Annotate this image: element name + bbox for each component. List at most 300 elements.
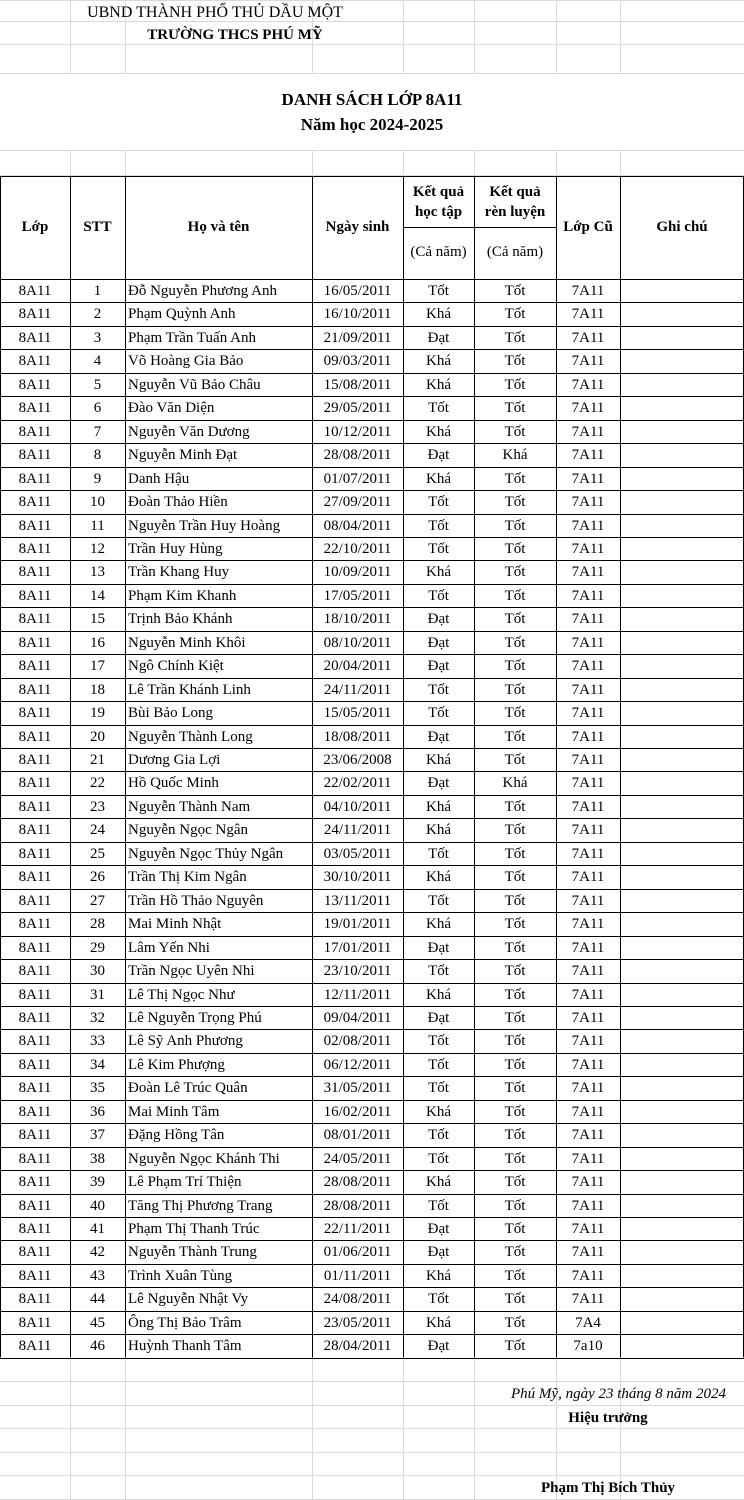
- cell-ren-luyen: Tốt: [504, 986, 526, 1003]
- cell-dob: 31/05/2011: [323, 1080, 392, 1097]
- cell-stt: 35: [90, 1080, 105, 1097]
- cell-dob: 28/08/2011: [323, 447, 392, 464]
- cell-name: Dương Gia Lợi: [128, 752, 221, 768]
- cell-lop: 8A11: [18, 845, 52, 862]
- cell-name: Đào Văn Diện: [128, 400, 215, 417]
- cell-lop-cu: 7A11: [571, 1009, 605, 1026]
- col-header-kq-hoc-tap-line1: Kết quả: [412, 184, 465, 200]
- cell-ren-luyen: Tốt: [504, 1291, 526, 1308]
- cell-hoc-tap: Tốt: [428, 845, 449, 862]
- cell-ren-luyen: Tốt: [504, 798, 526, 815]
- cell-stt: 32: [90, 1009, 105, 1026]
- cell-stt: 12: [90, 540, 105, 557]
- cell-stt: 27: [90, 892, 105, 909]
- cell-hoc-tap: Khá: [426, 1314, 451, 1331]
- cell-dob: 01/07/2011: [323, 470, 392, 487]
- cell-name: Nguyễn Ngọc Thủy Ngân: [128, 845, 284, 862]
- cell-hoc-tap: Đạt: [427, 611, 450, 628]
- cell-lop-cu: 7A11: [571, 517, 605, 534]
- cell-stt: 30: [90, 963, 105, 980]
- cell-lop-cu: 7A11: [571, 400, 605, 417]
- cell-name: Nguyễn Vũ Bảo Châu: [128, 376, 261, 393]
- cell-ren-luyen: Tốt: [504, 869, 526, 886]
- cell-lop-cu: 7A11: [571, 798, 605, 815]
- cell-lop-cu: 7A11: [571, 540, 605, 557]
- cell-name: Lâm Yến Nhi: [128, 939, 210, 956]
- cell-ren-luyen: Tốt: [504, 400, 526, 417]
- cell-dob: 28/08/2011: [323, 1197, 392, 1214]
- cell-lop: 8A11: [18, 1127, 52, 1144]
- col-header-dob: Ngày sinh: [325, 219, 390, 235]
- cell-lop-cu: 7A11: [571, 916, 605, 933]
- cell-dob: 13/11/2011: [323, 892, 392, 909]
- cell-ren-luyen: Tốt: [504, 1103, 526, 1120]
- cell-lop-cu: 7A11: [571, 1291, 605, 1308]
- cell-hoc-tap: Khá: [426, 1103, 451, 1120]
- cell-dob: 16/05/2011: [323, 283, 392, 299]
- cell-name: Mai Minh Tâm: [128, 1103, 220, 1120]
- cell-stt: 26: [90, 869, 105, 886]
- cell-ren-luyen: Tốt: [504, 470, 526, 487]
- cell-dob: 09/04/2011: [323, 1009, 392, 1026]
- cell-lop-cu: 7A11: [571, 1221, 605, 1237]
- cell-dob: 06/12/2011: [323, 1056, 392, 1073]
- cell-ren-luyen: Tốt: [504, 963, 526, 980]
- cell-lop-cu: 7A11: [571, 752, 605, 768]
- cell-name: Nguyễn Ngọc Khánh Thi: [128, 1150, 280, 1167]
- cell-hoc-tap: Tốt: [428, 963, 449, 980]
- cell-lop: 8A11: [18, 1150, 52, 1167]
- cell-dob: 02/08/2011: [323, 1033, 392, 1050]
- cell-lop: 8A11: [18, 986, 52, 1003]
- cell-dob: 24/11/2011: [323, 822, 392, 839]
- cell-ren-luyen: Tốt: [504, 1009, 526, 1026]
- cell-name: Lê Nguyễn Nhật Vy: [128, 1291, 249, 1308]
- cell-name: Nguyễn Thành Long: [128, 728, 253, 745]
- cell-name: Mai Minh Nhật: [128, 916, 222, 933]
- col-header-ghi-chu: Ghi chú: [656, 219, 708, 235]
- org-line-2: TRƯỜNG THCS PHÚ MỸ: [147, 27, 323, 43]
- cell-stt: 37: [90, 1127, 105, 1144]
- cell-name: Võ Hoàng Gia Bảo: [128, 353, 244, 370]
- cell-name: Lê Kim Phượng: [128, 1056, 225, 1073]
- cell-hoc-tap: Khá: [426, 470, 451, 487]
- cell-lop-cu: 7A11: [571, 1174, 605, 1191]
- cell-ren-luyen: Tốt: [504, 1056, 526, 1073]
- cell-hoc-tap: Đạt: [427, 447, 450, 464]
- cell-lop-cu: 7A11: [571, 705, 605, 722]
- col-header-name: Họ và tên: [187, 219, 250, 235]
- cell-ren-luyen: Tốt: [504, 1127, 526, 1144]
- cell-dob: 08/01/2011: [323, 1127, 392, 1144]
- cell-stt: 5: [93, 376, 102, 393]
- cell-lop-cu: 7A11: [571, 494, 605, 511]
- cell-lop-cu: 7A11: [571, 1127, 605, 1144]
- cell-stt: 21: [90, 752, 105, 768]
- cell-lop-cu: 7A11: [571, 822, 605, 839]
- cell-name: Hồ Quốc Minh: [128, 775, 219, 792]
- cell-name: Trịnh Bảo Khánh: [128, 611, 233, 628]
- cell-name: Phạm Thị Thanh Trúc: [128, 1221, 260, 1237]
- cell-ren-luyen: Tốt: [504, 705, 526, 722]
- cell-hoc-tap: Đạt: [427, 1338, 450, 1355]
- cell-lop-cu: 7a10: [573, 1338, 603, 1355]
- cell-dob: 15/08/2011: [323, 376, 392, 393]
- cell-hoc-tap: Khá: [426, 752, 451, 768]
- cell-dob: 04/10/2011: [323, 798, 392, 815]
- cell-dob: 01/11/2011: [323, 1267, 392, 1284]
- cell-lop: 8A11: [18, 869, 52, 886]
- cell-hoc-tap: Tốt: [428, 892, 449, 909]
- cell-lop: 8A11: [18, 400, 52, 417]
- cell-name: Nguyễn Thành Trung: [128, 1244, 257, 1261]
- cell-lop: 8A11: [18, 728, 52, 745]
- cell-hoc-tap: Tốt: [428, 1150, 449, 1167]
- cell-hoc-tap: Khá: [426, 1174, 451, 1191]
- cell-hoc-tap: Tốt: [428, 517, 449, 534]
- cell-dob: 08/10/2011: [323, 634, 392, 651]
- cell-lop: 8A11: [18, 1338, 52, 1355]
- cell-ren-luyen: Tốt: [504, 634, 526, 651]
- cell-lop: 8A11: [18, 892, 52, 909]
- cell-hoc-tap: Tốt: [428, 1197, 449, 1214]
- cell-lop: 8A11: [18, 634, 52, 651]
- cell-hoc-tap: Đạt: [427, 634, 450, 651]
- col-header-stt: STT: [83, 219, 112, 235]
- cell-ren-luyen: Tốt: [504, 540, 526, 557]
- cell-ren-luyen: Tốt: [504, 916, 526, 933]
- cell-dob: 24/05/2011: [323, 1150, 392, 1167]
- cell-ren-luyen: Tốt: [504, 822, 526, 839]
- cell-hoc-tap: Đạt: [427, 939, 450, 956]
- cell-name: Ông Thị Bảo Trâm: [128, 1314, 242, 1331]
- cell-name: Trần Hồ Thảo Nguyên: [128, 892, 264, 909]
- cell-dob: 24/08/2011: [323, 1291, 392, 1308]
- col-header-kq-hoc-tap-line2: học tập: [414, 204, 463, 220]
- cell-stt: 18: [90, 681, 105, 698]
- cell-ren-luyen: Tốt: [504, 611, 526, 628]
- cell-hoc-tap: Tốt: [428, 540, 449, 557]
- cell-lop: 8A11: [18, 540, 52, 557]
- cell-stt: 23: [90, 798, 105, 815]
- col-header-kq-ren-luyen-line1: Kết quả: [489, 184, 541, 200]
- cell-lop-cu: 7A4: [575, 1314, 601, 1331]
- cell-ren-luyen: Tốt: [504, 494, 526, 511]
- col-header-ca-nam-ren-luyen: (Cả năm): [486, 244, 544, 260]
- cell-lop: 8A11: [18, 587, 52, 604]
- cell-lop-cu: 7A11: [571, 447, 605, 464]
- cell-dob: 01/06/2011: [323, 1244, 392, 1261]
- cell-name: Trần Khang Huy: [128, 564, 230, 581]
- cell-lop-cu: 7A11: [571, 283, 605, 299]
- cell-lop-cu: 7A11: [571, 423, 605, 440]
- cell-dob: 21/09/2011: [323, 329, 392, 346]
- cell-stt: 36: [90, 1103, 105, 1120]
- cell-dob: 09/03/2011: [323, 353, 392, 370]
- cell-lop: 8A11: [18, 939, 52, 956]
- cell-stt: 3: [93, 329, 102, 346]
- cell-name: Trần Thị Kim Ngân: [128, 869, 247, 886]
- page-title: DANH SÁCH LỚP 8A11: [281, 90, 463, 109]
- cell-ren-luyen: Tốt: [504, 329, 526, 346]
- cell-ren-luyen: Tốt: [504, 517, 526, 534]
- cell-hoc-tap: Khá: [426, 353, 451, 370]
- cell-ren-luyen: Tốt: [504, 1221, 526, 1237]
- cell-name: Đoàn Lê Trúc Quân: [128, 1080, 248, 1097]
- cell-dob: 03/05/2011: [323, 845, 392, 862]
- cell-ren-luyen: Tốt: [504, 728, 526, 745]
- cell-name: Nguyễn Ngọc Ngân: [128, 822, 248, 839]
- cell-stt: 33: [90, 1033, 105, 1050]
- cell-lop-cu: 7A11: [571, 892, 605, 909]
- cell-lop: 8A11: [18, 1314, 52, 1331]
- cell-lop: 8A11: [18, 376, 52, 393]
- cell-lop: 8A11: [18, 329, 52, 346]
- principal-title: Hiệu trưởng: [568, 1410, 648, 1426]
- cell-dob: 28/08/2011: [323, 1174, 392, 1191]
- cell-stt: 7: [93, 423, 102, 440]
- cell-lop: 8A11: [18, 306, 52, 323]
- cell-lop: 8A11: [18, 916, 52, 933]
- cell-dob: 15/05/2011: [323, 705, 392, 722]
- principal-signature-name: Phạm Thị Bích Thủy: [540, 1480, 676, 1496]
- cell-hoc-tap: Tốt: [428, 283, 449, 299]
- cell-lop-cu: 7A11: [571, 353, 605, 370]
- cell-hoc-tap: Tốt: [428, 587, 449, 604]
- cell-lop: 8A11: [18, 1197, 52, 1214]
- cell-ren-luyen: Tốt: [504, 1267, 526, 1284]
- cell-lop-cu: 7A11: [571, 1033, 605, 1050]
- cell-dob: 10/09/2011: [323, 564, 392, 581]
- cell-lop: 8A11: [18, 423, 52, 440]
- cell-dob: 24/11/2011: [323, 681, 392, 698]
- cell-lop-cu: 7A11: [571, 845, 605, 862]
- cell-stt: 42: [90, 1244, 105, 1261]
- cell-name: Phạm Trần Tuấn Anh: [128, 329, 256, 346]
- cell-lop: 8A11: [18, 494, 52, 511]
- cell-ren-luyen: Tốt: [504, 681, 526, 698]
- cell-lop: 8A11: [18, 517, 52, 534]
- cell-lop: 8A11: [18, 1244, 52, 1261]
- cell-hoc-tap: Tốt: [428, 1056, 449, 1073]
- cell-name: Nguyễn Thành Nam: [128, 798, 251, 815]
- cell-ren-luyen: Tốt: [504, 892, 526, 909]
- cell-hoc-tap: Khá: [426, 564, 451, 581]
- cell-hoc-tap: Đạt: [427, 1244, 450, 1261]
- cell-stt: 2: [93, 306, 102, 323]
- cell-lop-cu: 7A11: [571, 376, 605, 393]
- cell-lop-cu: 7A11: [571, 963, 605, 980]
- cell-lop: 8A11: [18, 1267, 52, 1284]
- cell-ren-luyen: Tốt: [504, 1314, 526, 1331]
- cell-ren-luyen: Tốt: [504, 1338, 526, 1355]
- cell-stt: 41: [90, 1221, 105, 1237]
- cell-stt: 46: [90, 1338, 105, 1355]
- cell-dob: 23/05/2011: [323, 1314, 392, 1331]
- cell-ren-luyen: Tốt: [504, 1033, 526, 1050]
- cell-dob: 18/10/2011: [323, 611, 392, 628]
- cell-lop: 8A11: [18, 1221, 52, 1237]
- cell-ren-luyen: Tốt: [504, 283, 526, 299]
- cell-name: Phạm Kim Khanh: [128, 587, 237, 604]
- cell-hoc-tap: Khá: [426, 822, 451, 839]
- cell-dob: 16/02/2011: [323, 1103, 392, 1120]
- cell-dob: 12/11/2011: [323, 986, 392, 1003]
- cell-lop-cu: 7A11: [571, 1267, 605, 1284]
- cell-lop: 8A11: [18, 775, 52, 792]
- cell-name: Phạm Quỳnh Anh: [128, 306, 236, 323]
- cell-stt: 15: [90, 611, 105, 628]
- cell-lop: 8A11: [18, 963, 52, 980]
- cell-name: Đặng Hồng Tân: [128, 1127, 225, 1144]
- cell-lop-cu: 7A11: [571, 658, 605, 675]
- cell-ren-luyen: Tốt: [504, 353, 526, 370]
- cell-ren-luyen: Tốt: [504, 1174, 526, 1191]
- cell-hoc-tap: Tốt: [428, 494, 449, 511]
- cell-lop-cu: 7A11: [571, 939, 605, 956]
- cell-stt: 6: [93, 400, 102, 417]
- cell-name: Lê Sỹ Anh Phương: [128, 1033, 243, 1050]
- school-year: Năm học 2024-2025: [300, 115, 444, 134]
- org-line-1: UBND THÀNH PHỐ THỦ DẦU MỘT: [87, 4, 343, 21]
- cell-lop: 8A11: [18, 798, 52, 815]
- cell-dob: 29/05/2011: [323, 400, 392, 417]
- cell-stt: 17: [90, 658, 105, 675]
- cell-lop: 8A11: [18, 822, 52, 839]
- cell-stt: 20: [90, 728, 105, 745]
- place-date: Phú Mỹ, ngày 23 tháng 8 năm 2024: [511, 1386, 726, 1402]
- cell-name: Trình Xuân Tùng: [128, 1267, 233, 1284]
- cell-stt: 34: [90, 1056, 105, 1073]
- cell-hoc-tap: Khá: [426, 306, 451, 323]
- cell-ren-luyen: Tốt: [504, 423, 526, 440]
- cell-ren-luyen: Tốt: [504, 306, 526, 323]
- cell-dob: 27/09/2011: [323, 494, 392, 511]
- cell-dob: 19/01/2011: [323, 916, 392, 933]
- cell-name: Lê Thị Ngọc Như: [128, 986, 235, 1003]
- cell-dob: 22/10/2011: [323, 540, 392, 557]
- cell-stt: 25: [90, 845, 105, 862]
- cell-lop-cu: 7A11: [571, 306, 605, 323]
- cell-lop: 8A11: [18, 564, 52, 581]
- cell-lop-cu: 7A11: [571, 470, 605, 487]
- col-header-lop-cu: Lớp Cũ: [563, 219, 613, 235]
- cell-name: Lê Nguyễn Trọng Phú: [128, 1009, 262, 1026]
- cell-dob: 20/04/2011: [323, 658, 392, 675]
- cell-lop: 8A11: [18, 470, 52, 487]
- cell-stt: 44: [90, 1291, 105, 1308]
- cell-hoc-tap: Khá: [426, 376, 451, 393]
- cell-name: Đỗ Nguyễn Phương Anh: [128, 283, 277, 299]
- cell-stt: 1: [93, 283, 102, 299]
- cell-ren-luyen: Tốt: [504, 587, 526, 604]
- cell-lop-cu: 7A11: [571, 564, 605, 581]
- cell-lop-cu: 7A11: [571, 329, 605, 346]
- cell-stt: 9: [93, 470, 102, 487]
- cell-stt: 39: [90, 1174, 105, 1191]
- cell-name: Huỳnh Thanh Tâm: [128, 1338, 242, 1355]
- cell-dob: 18/08/2011: [323, 728, 392, 745]
- cell-name: Lê Phạm Trí Thiện: [128, 1174, 242, 1191]
- cell-dob: 16/10/2011: [323, 306, 392, 323]
- cell-dob: 23/10/2011: [323, 963, 392, 980]
- cell-hoc-tap: Đạt: [427, 1221, 450, 1237]
- cell-lop-cu: 7A11: [571, 986, 605, 1003]
- cell-stt: 40: [90, 1197, 105, 1214]
- cell-ren-luyen: Tốt: [504, 939, 526, 956]
- cell-hoc-tap: Tốt: [428, 1033, 449, 1050]
- cell-dob: 30/10/2011: [323, 869, 392, 886]
- cell-ren-luyen: Tốt: [504, 1150, 526, 1167]
- cell-lop-cu: 7A11: [571, 1056, 605, 1073]
- cell-hoc-tap: Tốt: [428, 1291, 449, 1308]
- col-header-ca-nam-hoc-tap: (Cả năm): [410, 244, 467, 260]
- cell-lop: 8A11: [18, 283, 52, 299]
- cell-hoc-tap: Khá: [426, 423, 451, 440]
- cell-name: Lê Trần Khánh Linh: [128, 681, 251, 698]
- cell-stt: 14: [90, 587, 105, 604]
- cell-name: Nguyễn Trần Huy Hoàng: [128, 517, 281, 534]
- cell-lop-cu: 7A11: [571, 1103, 605, 1120]
- cell-lop-cu: 7A11: [571, 1080, 605, 1097]
- cell-ren-luyen: Tốt: [504, 845, 526, 862]
- cell-stt: 29: [90, 939, 105, 956]
- cell-ren-luyen: Khá: [502, 447, 528, 464]
- cell-lop-cu: 7A11: [571, 869, 605, 886]
- cell-hoc-tap: Tốt: [428, 705, 449, 722]
- cell-dob: 17/01/2011: [323, 939, 392, 956]
- cell-lop: 8A11: [18, 611, 52, 628]
- cell-hoc-tap: Tốt: [428, 1127, 449, 1144]
- cell-lop: 8A11: [18, 1291, 52, 1308]
- cell-name: Bùi Bảo Long: [128, 705, 213, 722]
- cell-lop: 8A11: [18, 1080, 52, 1097]
- cell-ren-luyen: Tốt: [504, 1080, 526, 1097]
- cell-stt: 45: [90, 1314, 105, 1331]
- cell-stt: 38: [90, 1150, 105, 1167]
- cell-ren-luyen: Tốt: [504, 658, 526, 675]
- cell-hoc-tap: Khá: [426, 986, 451, 1003]
- cell-ren-luyen: Khá: [502, 775, 528, 792]
- cell-dob: 28/04/2011: [323, 1338, 392, 1355]
- cell-name: Đoàn Thảo Hiền: [128, 494, 228, 511]
- cell-hoc-tap: Đạt: [427, 329, 450, 346]
- cell-name: Trần Ngọc Uyên Nhi: [128, 963, 255, 980]
- col-header-kq-ren-luyen-line2: rèn luyện: [484, 204, 546, 220]
- cell-hoc-tap: Đạt: [427, 1009, 450, 1026]
- cell-hoc-tap: Khá: [426, 798, 451, 815]
- cell-stt: 24: [90, 822, 105, 839]
- cell-lop-cu: 7A11: [571, 587, 605, 604]
- cell-stt: 22: [90, 775, 105, 792]
- cell-hoc-tap: Khá: [426, 1267, 451, 1284]
- cell-stt: 13: [90, 564, 105, 581]
- cell-lop-cu: 7A11: [571, 681, 605, 698]
- cell-name: Ngô Chính Kiệt: [128, 658, 224, 675]
- cell-lop-cu: 7A11: [571, 634, 605, 651]
- cell-lop: 8A11: [18, 1103, 52, 1120]
- cell-dob: 23/06/2008: [323, 752, 392, 768]
- cell-lop-cu: 7A11: [571, 1150, 605, 1167]
- cell-lop: 8A11: [18, 752, 52, 768]
- cell-stt: 11: [90, 517, 105, 534]
- cell-lop-cu: 7A11: [571, 1197, 605, 1214]
- cell-ren-luyen: Tốt: [504, 1197, 526, 1214]
- cell-lop: 8A11: [18, 353, 52, 370]
- cell-lop-cu: 7A11: [571, 775, 605, 792]
- cell-ren-luyen: Tốt: [504, 564, 526, 581]
- cell-lop-cu: 7A11: [571, 1244, 605, 1261]
